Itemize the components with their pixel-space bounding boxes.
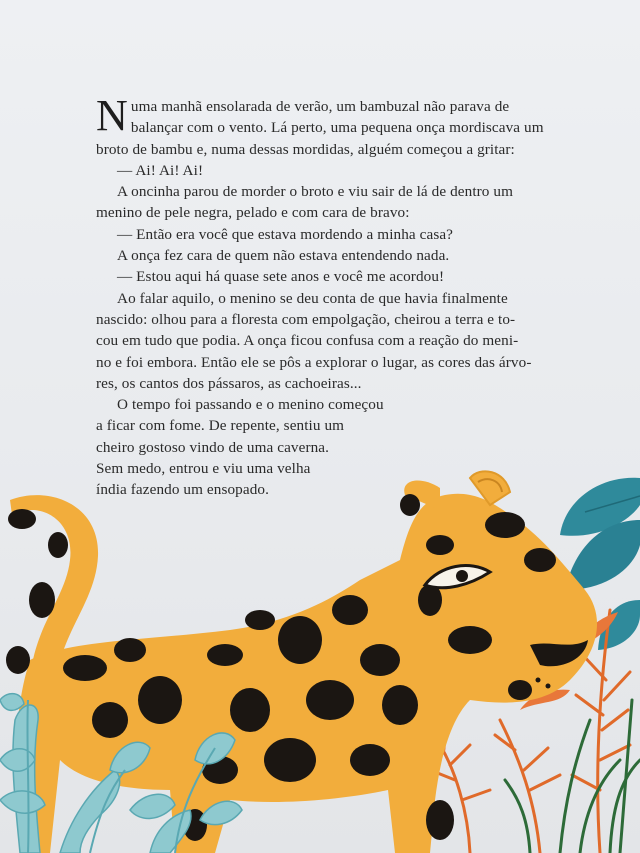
narration-line: A onça fez cara de quem não estava entendendo nada. [117,247,450,265]
text-line: cou em tudo que podia. A onça ficou confusa com a reação do meni- [96,332,519,350]
dialogue-line: — Então era você que estava mordendo a minha casa? [117,225,454,243]
text-line: O tempo foi passando e o menino começou [117,396,384,414]
text-line: Ao falar aquilo, o menino se deu conta de que havia finalmente [117,289,508,307]
paragraph-2 [96,181,552,224]
dialogue-line: — Ai! Ai! Ai! [117,161,204,179]
text-line: Sem medo, entrou e viu uma velha [96,460,311,478]
text-line: balançar com o vento. Lá perto, uma pequena onça mordiscava um [130,119,544,137]
text-line: A oncinha parou de morder o broto e viu sair de lá de dentro um [117,183,513,201]
text-line: a ficar com fome. De repente, sentiu um [96,417,345,435]
drop-cap: N [96,91,128,140]
paragraph-3 [96,288,552,394]
text-line: uma manhã ensolarada de verão, um bambuzal não parava de [130,98,510,115]
text-line: menino de pele negra, pelado e com cara de bravo: [96,204,410,222]
text-line: broto de bambu e, numa dessas mordidas, alguém começou a gritar: [96,140,515,158]
text-line: no e foi embora. Então ele se pôs a explorar o lugar, as cores das árvo- [96,353,532,371]
jaguar-illustration [0,440,640,853]
text-line: cheiro gostoso vindo de uma caverna. [96,438,330,456]
text-line: nascido: olhou para a floresta com empolgação, cheirou a terra e to- [96,310,516,328]
paragraph-1 [96,91,552,160]
text-line: índia fazendo um ensopado. [96,481,269,499]
dialogue-line: — Estou aqui há quase sete anos e você me acordou! [117,268,445,286]
text-line: res, os cantos dos pássaros, as cachoeiras... [96,374,362,392]
